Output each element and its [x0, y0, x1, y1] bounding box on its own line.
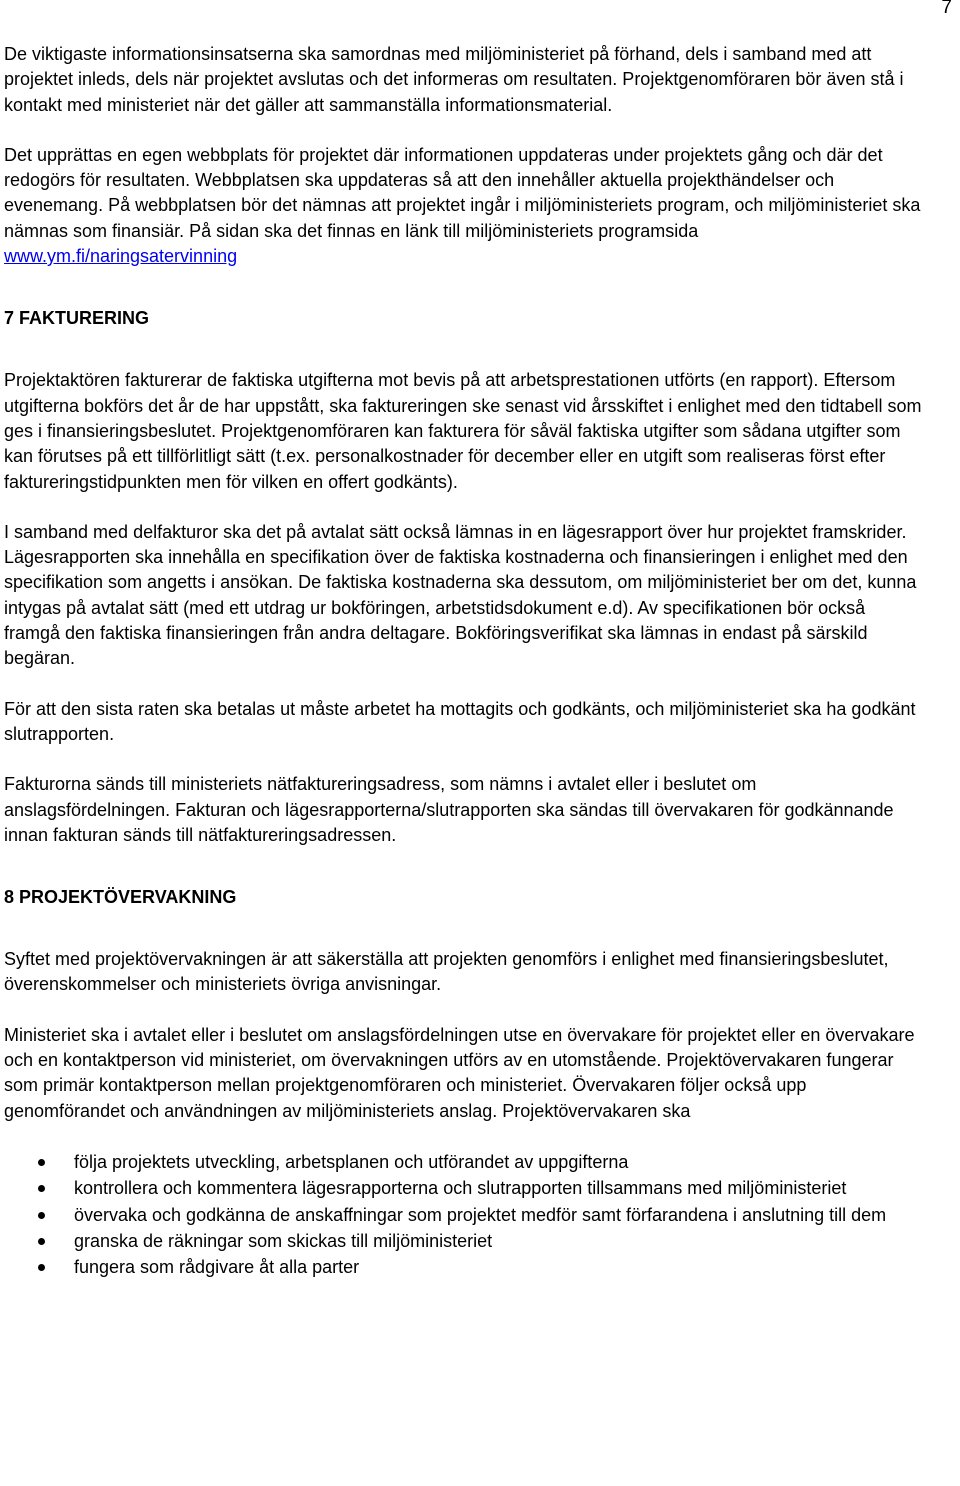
section-7-heading: 7 FAKTURERING [4, 308, 150, 329]
bullet-icon [38, 1264, 45, 1271]
list-item [4, 1150, 924, 1175]
section-7-paragraph-2: I samband med delfakturor ska det på avtalat sätt också lämnas in en lägesrapport över hur projektet framskrider. Lägesrapporten ska innehålla en specifikation över de faktiska kostnaderna och finansieringen i enlighet med den specifikation som angetts i ansökan. De faktiska kostnaderna ska dessutom, om miljöministeriet ber om det, kunna intygas på avtalat sätt (med ett utdrag ur bokföringen, arbetstidsdokument e.d). Av specifikationen bör också framgå den faktiska finansieringen från andra deltagare. Bokföringsverifikat ska lämnas in endast på särskild begäran. [4, 521, 917, 669]
list-item [4, 1176, 924, 1201]
bullet-icon [38, 1159, 45, 1166]
page-number: 7 [941, 0, 952, 18]
list-item [4, 1229, 924, 1254]
intro-paragraph-2-text: Det upprättas en egen webbplats för projektet där informationen uppdateras under projektets gång och där det redogörs för resultaten. Webbplatsen ska uppdateras så att den innehåller aktuella projekthändelser och evenemang. På webbplatsen bör det nämnas att projektet ingår i miljöministeriets program, och miljöministeriet ska nämnas som finansiär. På sidan ska det finnas en länk till miljöministeriets programsida [4, 144, 921, 241]
section-7-paragraph-3: För att den sista raten ska betalas ut måste arbetet ha mottagits och godkänts, och miljöministeriet ska ha godkänt slutrapporten. [4, 698, 916, 744]
section-7-paragraph-4: Fakturorna sänds till ministeriets nätfaktureringsadress, som nämns i avtalet eller i beslutet om anslagsfördelningen. Fakturan och lägesrapporterna/slutrapporten ska sändas till övervakaren för godkännande innan fakturan sänds till nätfaktureringsadressen. [4, 774, 894, 845]
list-item-text: övervaka och godkänna de anskaffningar som projektet medför samt förfarandena i anslutning till dem [74, 1204, 887, 1225]
list-item [4, 1203, 924, 1228]
document-body [4, 42, 924, 1281]
bullet-icon [38, 1238, 45, 1245]
section-7-paragraph-1: Projektaktören fakturerar de faktiska utgifterna mot bevis på att arbetsprestationen utförts (en rapport). Eftersom utgifterna bokförs det år de har uppstått, ska faktureringen ske senast vid årsskiftet i enlighet med den tidtabell som ges i finansieringsbeslutet. Projektgenomföraren kan fakturera för såväl faktiska utgifter som sådana utgifter som kan förutses på ett tillförlitligt sätt (t.ex. personalkostnader för december eller en utgift som realiseras först efter faktureringstidpunkten men för vilken en offert godkänts). [4, 370, 922, 492]
list-item-text: kontrollera och kommentera lägesrapporterna och slutrapporten tillsammans med miljöministeriet [74, 1178, 847, 1199]
supervisor-duties-list [4, 1150, 924, 1280]
section-8-paragraph-1: Syftet med projektövervakningen är att säkerställa att projekten genomförs i enlighet med finansieringsbeslutet, överenskommelser och ministeriets övriga anvisningar. [4, 949, 889, 995]
intro-paragraph-2 [4, 143, 924, 269]
list-item-text: granska de räkningar som skickas till miljöministeriet [74, 1230, 493, 1251]
list-item-text: följa projektets utveckling, arbetsplanen och utförandet av uppgifterna [74, 1151, 629, 1172]
list-item-text: fungera som rådgivare åt alla parter [74, 1257, 360, 1278]
program-page-link[interactable]: www.ym.fi/naringsatervinning [4, 246, 238, 267]
bullet-icon [38, 1212, 45, 1219]
intro-paragraph-1: De viktigaste informationsinsatserna ska samordnas med miljöministeriet på förhand, dels i samband med att projektet inleds, dels när projektet avslutas och det informeras om resultaten. Projektgenomföraren bör även stå i kontakt med ministeriet när det gäller att sammanställa informationsmaterial. [4, 44, 904, 115]
list-item [4, 1255, 924, 1280]
section-8-heading: 8 PROJEKTÖVERVAKNING [4, 887, 237, 908]
bullet-icon [38, 1185, 45, 1192]
section-8-paragraph-2: Ministeriet ska i avtalet eller i beslutet om anslagsfördelningen utse en övervakare för projektet eller en övervakare och en kontaktperson vid ministeriet, om övervakningen utförs av en utomstående. Projektövervakaren fungerar som primär kontaktperson mellan projektgenomföraren och ministeriet. Övervakaren följer också upp genomförandet och användningen av miljöministeriets anslag. Projektövervakaren ska [4, 1024, 915, 1121]
